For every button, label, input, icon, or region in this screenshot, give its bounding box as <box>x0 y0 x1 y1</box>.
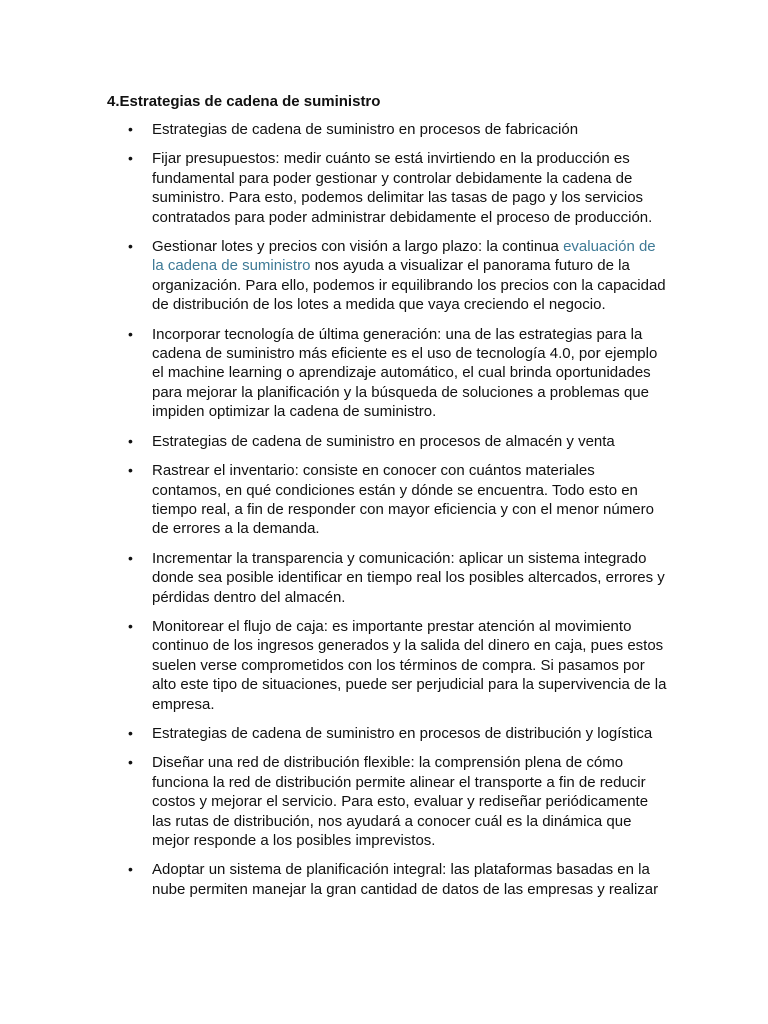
item-text: Estrategias de cadena de suministro en procesos de fabricación <box>152 121 579 138</box>
section-heading: 4.Estrategias de cadena de suministro <box>107 93 381 110</box>
bullet-icon: • <box>128 121 133 137</box>
list-item <box>128 724 667 743</box>
list-item <box>128 860 667 899</box>
bullet-icon: • <box>128 549 133 566</box>
list-item <box>128 432 667 451</box>
bullet-icon: • <box>128 432 133 449</box>
item-text: Incrementar la transparencia y comunicación: aplicar un sistema integrado donde sea posible identificar en tiempo real los posibles altercados, errores y pérdidas dentro del almacén. <box>152 549 665 606</box>
bullet-icon: • <box>128 617 133 634</box>
supply-chain-evaluation-link[interactable]: evaluación de la cadena de suministro <box>152 238 656 275</box>
list-item <box>128 549 667 607</box>
list-item <box>128 120 667 139</box>
item-text: Monitorear el flujo de caja: es importante prestar atención al movimiento continuo de los ingresos generados y la salida del dinero en caja, pues estos suelen verse comprometidos con los términos de compra. Si pasamos por alto este tipo de situaciones, puede ser perjudicial para la supervivencia de la empresa. <box>152 617 667 713</box>
bullet-icon: • <box>128 724 133 741</box>
item-text: Incorporar tecnología de última generación: una de las estrategias para la cadena de suministro más eficiente es el uso de tecnología 4.0, por ejemplo el machine learning o aprendizaje automático, el cual brinda oportunidades para mejorar la planificación y la búsqueda de soluciones a problemas que impiden optimizar la cadena de suministro. <box>152 325 658 421</box>
list-item <box>128 753 667 850</box>
item-text: Rastrear el inventario: consiste en conocer con cuántos materiales contamos, en qué condiciones están y dónde se encuentra. Todo esto en tiempo real, a fin de responder con mayor eficiencia y con el menor número de errores a la demanda. <box>152 462 654 538</box>
list-item <box>128 149 667 227</box>
item-text: Adoptar un sistema de planificación integral: las plataformas basadas en la nube permiten manejar la gran cantidad de datos de las empresas y realizar <box>152 861 659 898</box>
list-item <box>128 617 667 714</box>
item-text: Estrategias de cadena de suministro en procesos de distribución y logística <box>152 724 653 742</box>
bullet-icon: • <box>128 754 133 771</box>
bullet-list <box>128 120 667 909</box>
bullet-icon: • <box>128 238 133 255</box>
item-text-continued: nos ayuda a visualizar el panorama futuro de la organización. Para ello, podemos ir equilibrando los precios con la capacidad de distribución de los lotes a medida que vaya creciendo el negocio. <box>152 257 666 314</box>
item-text: Diseñar una red de distribución flexible: la comprensión plena de cómo funciona la red de distribución permite alinear el transporte a fin de reducir costos y mejorar el servicio. Para esto, evaluar y rediseñar periódicamente las rutas de distribución, nos ayudará a conocer cuál es la dinámica que mejor responde a los posibles imprevistos. <box>152 754 649 849</box>
list-item <box>128 325 667 422</box>
item-text: Estrategias de cadena de suministro en procesos de almacén y venta <box>152 432 615 450</box>
item-text: Gestionar lotes y precios con visión a largo plazo: la continua <box>152 238 564 256</box>
bullet-icon: • <box>128 861 133 878</box>
list-item <box>128 461 667 539</box>
bullet-icon: • <box>128 325 133 342</box>
bullet-icon: • <box>128 150 133 167</box>
bullet-icon: • <box>128 462 133 479</box>
item-text: Fijar presupuestos: medir cuánto se está invirtiendo en la producción es fundamental para poder gestionar y controlar debidamente la cadena de suministro. Para esto, podemos delimitar las tasas de pago y los servicios contratados para poder administrar debidamente el proceso de producción. <box>152 150 653 226</box>
list-item <box>128 237 667 315</box>
